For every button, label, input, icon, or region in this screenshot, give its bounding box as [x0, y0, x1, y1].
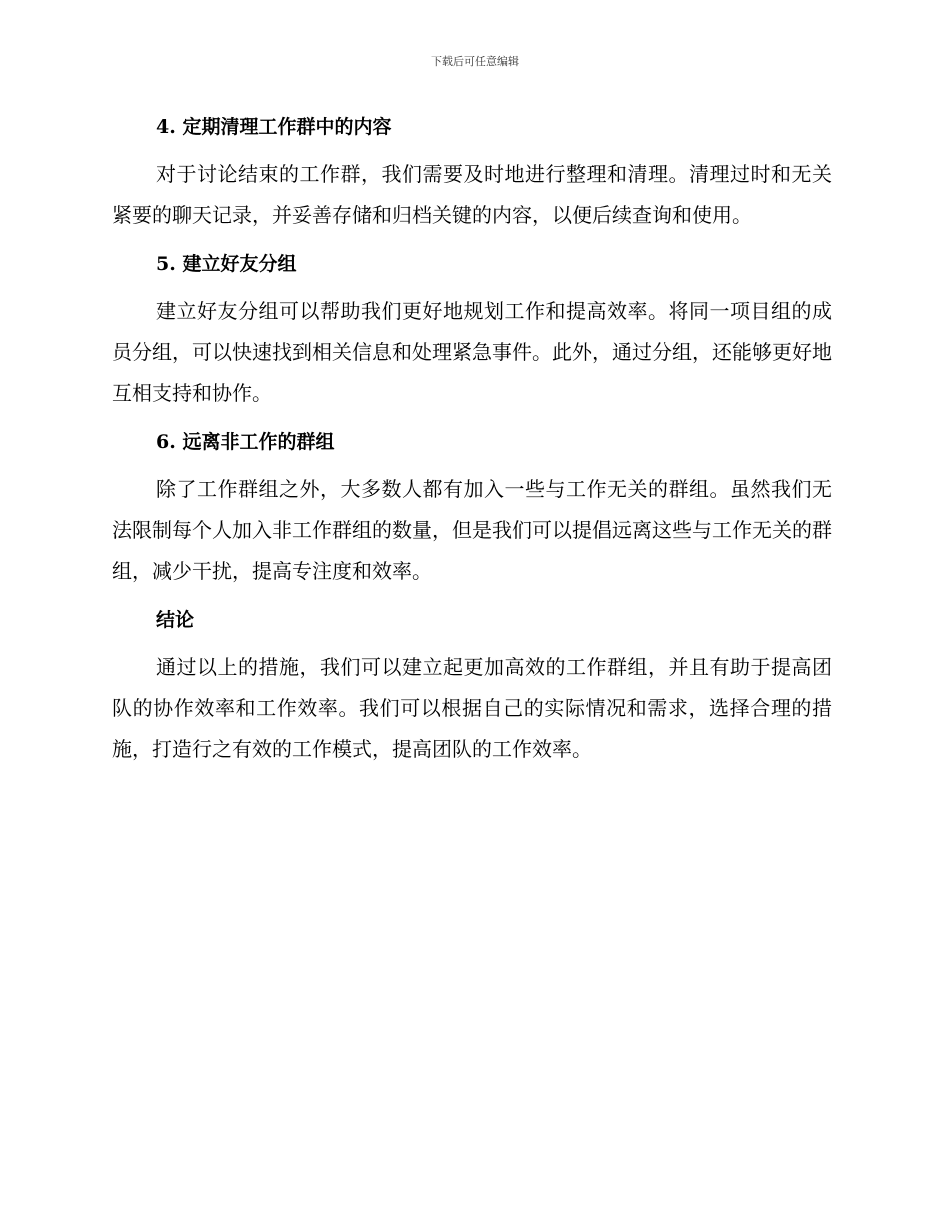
- section-conclusion: [112, 605, 832, 770]
- section-clean-work-groups: [112, 112, 832, 236]
- section-paragraph: 建立好友分组可以帮助我们更好地规划工作和提高效率。将同一项目组的成员分组，可以快速找到相关信息和处理紧急事件。此外，通过分组，还能够更好地互相支持和协作。: [112, 299, 832, 405]
- section-paragraph: 通过以上的措施，我们可以建立起更加高效的工作群组，并且有助于提高团队的协作效率和工作效率。我们可以根据自己的实际情况和需求，选择合理的措施，打造行之有效的工作模式，提高团队的工作效率。: [112, 655, 832, 761]
- page-header: 下载后可任意编辑: [431, 55, 519, 68]
- section-friend-groups: [112, 249, 832, 414]
- section-non-work-groups: [112, 427, 832, 592]
- section-paragraph: 对于讨论结束的工作群，我们需要及时地进行整理和清理。清理过时和无关紧要的聊天记录，并妥善存储和归档关键的内容，以便后续查询和使用。: [112, 162, 832, 227]
- document-content: [112, 112, 832, 783]
- section-paragraph: 除了工作群组之外，大多数人都有加入一些与工作无关的群组。虽然我们无法限制每个人加入非工作群组的数量，但是我们可以提倡远离这些与工作无关的群组，减少干扰，提高专注度和效率。: [112, 477, 832, 583]
- section-heading: 5. 建立好友分组: [156, 253, 297, 275]
- section-heading: 6. 远离非工作的群组: [156, 431, 335, 453]
- section-heading: 4. 定期清理工作群中的内容: [156, 116, 392, 138]
- section-heading: 结论: [156, 609, 195, 631]
